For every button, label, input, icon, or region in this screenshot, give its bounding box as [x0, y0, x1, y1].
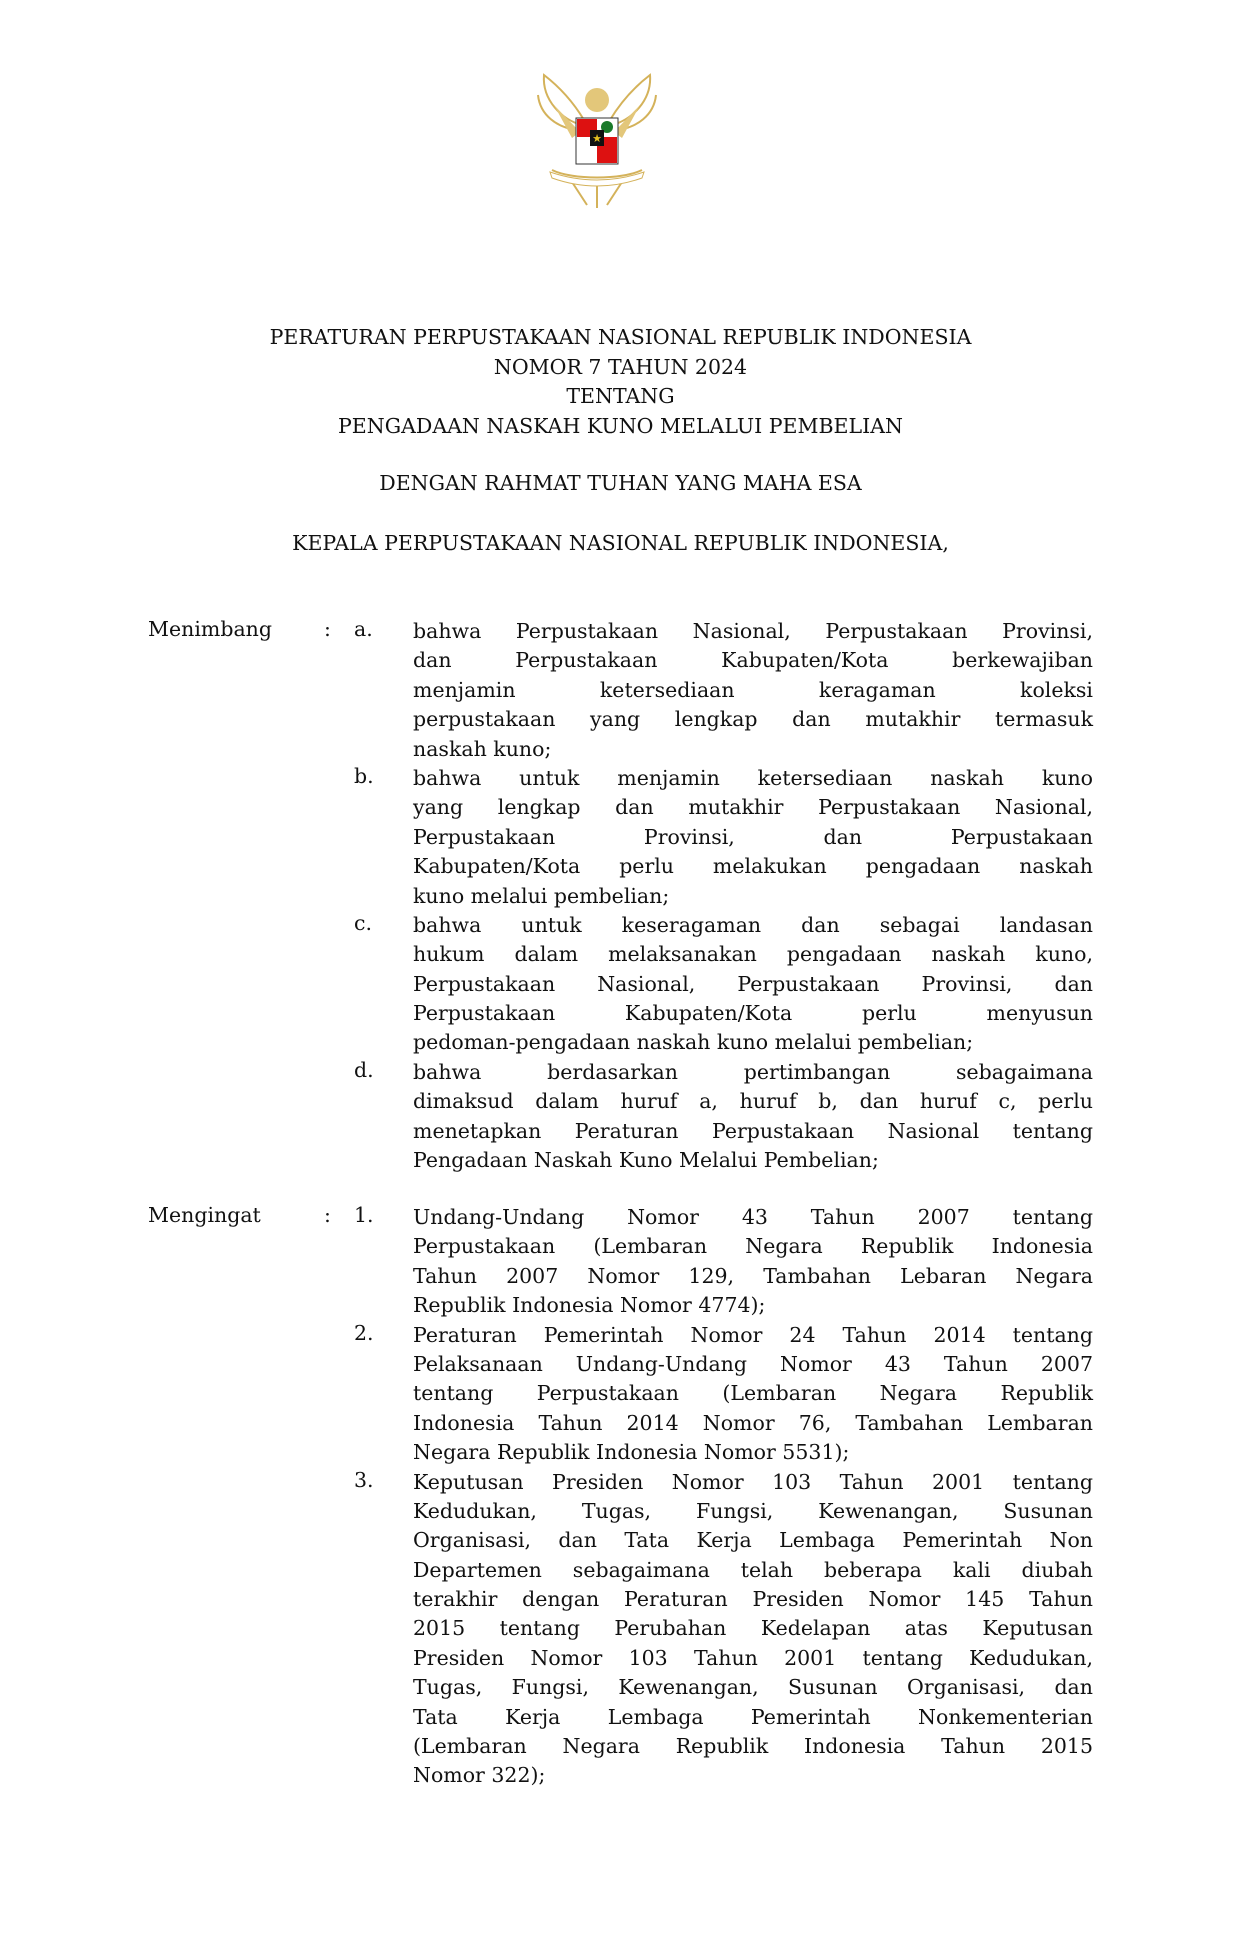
- item-text-line: bahwa untuk keseragaman dan sebagai landasan: [413, 912, 1093, 937]
- section-menimbang: [148, 617, 1093, 1175]
- list-item: [148, 1058, 1093, 1176]
- svg-text:★: ★: [592, 132, 602, 145]
- list-item: [148, 911, 1093, 1058]
- item-text-line: Indonesia Tahun 2014 Nomor 76, Tambahan Lembaran: [413, 1410, 1093, 1435]
- section-mengingat: [148, 1203, 1093, 1791]
- item-text-line: 2015 tentang Perubahan Kedelapan atas Keputusan: [413, 1616, 1093, 1641]
- item-text-line: tentang Perpustakaan (Lembaran Negara Republik: [413, 1381, 1093, 1406]
- item-text-line: Organisasi, dan Tata Kerja Lembaga Pemerintah Non: [413, 1528, 1093, 1553]
- item-text-line: Undang-Undang Nomor 43 Tahun 2007 tentang: [413, 1205, 1093, 1229]
- item-marker: d.: [354, 1057, 374, 1082]
- list-item: [148, 617, 1093, 764]
- item-text-line: Tugas, Fungsi, Kewenangan, Susunan Organisasi, dan: [413, 1675, 1093, 1700]
- item-text-line: Kabupaten/Kota perlu melakukan pengadaan naskah: [413, 854, 1093, 879]
- item-text-line: perpustakaan yang lengkap dan mutakhir termasuk: [413, 707, 1093, 732]
- item-text-line: Republik Indonesia Nomor 4774);: [413, 1293, 766, 1318]
- item-text-line: menjamin ketersediaan keragaman koleksi: [413, 677, 1093, 702]
- item-text-line: Tata Kerja Lembaga Pemerintah Nonkementerian: [413, 1704, 1093, 1729]
- title-line: PENGADAAN NASKAH KUNO MELALUI PEMBELIAN: [338, 413, 903, 438]
- item-marker: 3.: [354, 1467, 374, 1492]
- item-text-line: kuno melalui pembelian;: [413, 883, 670, 908]
- item-marker: b.: [354, 763, 374, 788]
- item-text-line: pedoman-pengadaan naskah kuno melalui pembelian;: [413, 1030, 974, 1055]
- item-text-line: (Lembaran Negara Republik Indonesia Tahun 2015: [413, 1734, 1093, 1759]
- title-line: NOMOR 7 TAHUN 2024: [493, 354, 748, 379]
- item-text-line: Negara Republik Indonesia Nomor 5531);: [413, 1440, 850, 1465]
- section-label: Mengingat: [148, 1203, 261, 1227]
- item-text-line: naskah kuno;: [413, 736, 552, 761]
- item-text-line: bahwa untuk menjamin ketersediaan naskah kuno: [413, 765, 1093, 790]
- item-marker: 1.: [354, 1203, 374, 1227]
- issuer: KEPALA PERPUSTAKAAN NASIONAL REPUBLIK INDONESIA,: [292, 531, 949, 555]
- item-text-line: Departemen sebagaimana telah beberapa kali diubah: [413, 1557, 1093, 1582]
- colon: :: [324, 617, 331, 641]
- item-text-line: menetapkan Peraturan Perpustakaan Nasional tentang: [413, 1118, 1093, 1143]
- item-text-line: bahwa berdasarkan pertimbangan sebagaimana: [413, 1059, 1093, 1084]
- item-text-line: hukum dalam melaksanakan pengadaan naskah kuno,: [413, 942, 1093, 967]
- item-text-line: Perpustakaan Provinsi, dan Perpustakaan: [413, 824, 1093, 849]
- colon: :: [324, 1203, 331, 1227]
- item-text-line: Pengadaan Naskah Kuno Melalui Pembelian;: [413, 1148, 879, 1173]
- item-text-line: terakhir dengan Peraturan Presiden Nomor 145 Tahun: [413, 1587, 1093, 1612]
- item-text-line: dimaksud dalam huruf a, huruf b, dan huruf c, perlu: [413, 1089, 1093, 1114]
- item-text-line: Peraturan Pemerintah Nomor 24 Tahun 2014 tentang: [413, 1322, 1093, 1347]
- item-text-line: Tahun 2007 Nomor 129, Tambahan Lebaran Negara: [413, 1263, 1093, 1288]
- item-text-line: Perpustakaan Nasional, Perpustakaan Provinsi, dan: [413, 971, 1093, 996]
- title-line: PERATURAN PERPUSTAKAAN NASIONAL REPUBLIK INDONESIA: [269, 325, 972, 349]
- item-text-line: bahwa Perpustakaan Nasional, Perpustakaan Provinsi,: [413, 619, 1093, 643]
- garuda-pancasila-emblem: [532, 70, 662, 210]
- item-text-line: Presiden Nomor 103 Tahun 2001 tentang Kedudukan,: [413, 1645, 1093, 1670]
- item-text-line: Keputusan Presiden Nomor 103 Tahun 2001 tentang: [413, 1469, 1093, 1494]
- list-item: [148, 764, 1093, 911]
- item-text-line: Nomor 322);: [413, 1763, 546, 1788]
- section-label: Menimbang: [148, 617, 272, 641]
- item-text-line: Perpustakaan Kabupaten/Kota perlu menyusun: [413, 1001, 1093, 1026]
- list-item: [148, 1203, 1093, 1321]
- item-text-line: Perpustakaan (Lembaran Negara Republik Indonesia: [413, 1234, 1093, 1259]
- item-text-line: yang lengkap dan mutakhir Perpustakaan Nasional,: [413, 795, 1093, 820]
- item-marker: 2.: [354, 1320, 374, 1345]
- list-item: [148, 1468, 1093, 1791]
- list-item: [148, 1321, 1093, 1468]
- item-marker: c.: [354, 910, 372, 935]
- title-line: TENTANG: [566, 384, 675, 408]
- item-marker: a.: [354, 617, 373, 641]
- item-text-line: Kedudukan, Tugas, Fungsi, Kewenangan, Susunan: [413, 1498, 1093, 1523]
- invocation: DENGAN RAHMAT TUHAN YANG MAHA ESA: [379, 471, 862, 495]
- item-text-line: Pelaksanaan Undang-Undang Nomor 43 Tahun 2007: [413, 1351, 1093, 1376]
- item-text-line: dan Perpustakaan Kabupaten/Kota berkewajiban: [413, 648, 1093, 673]
- regulation-title: [0, 323, 1241, 441]
